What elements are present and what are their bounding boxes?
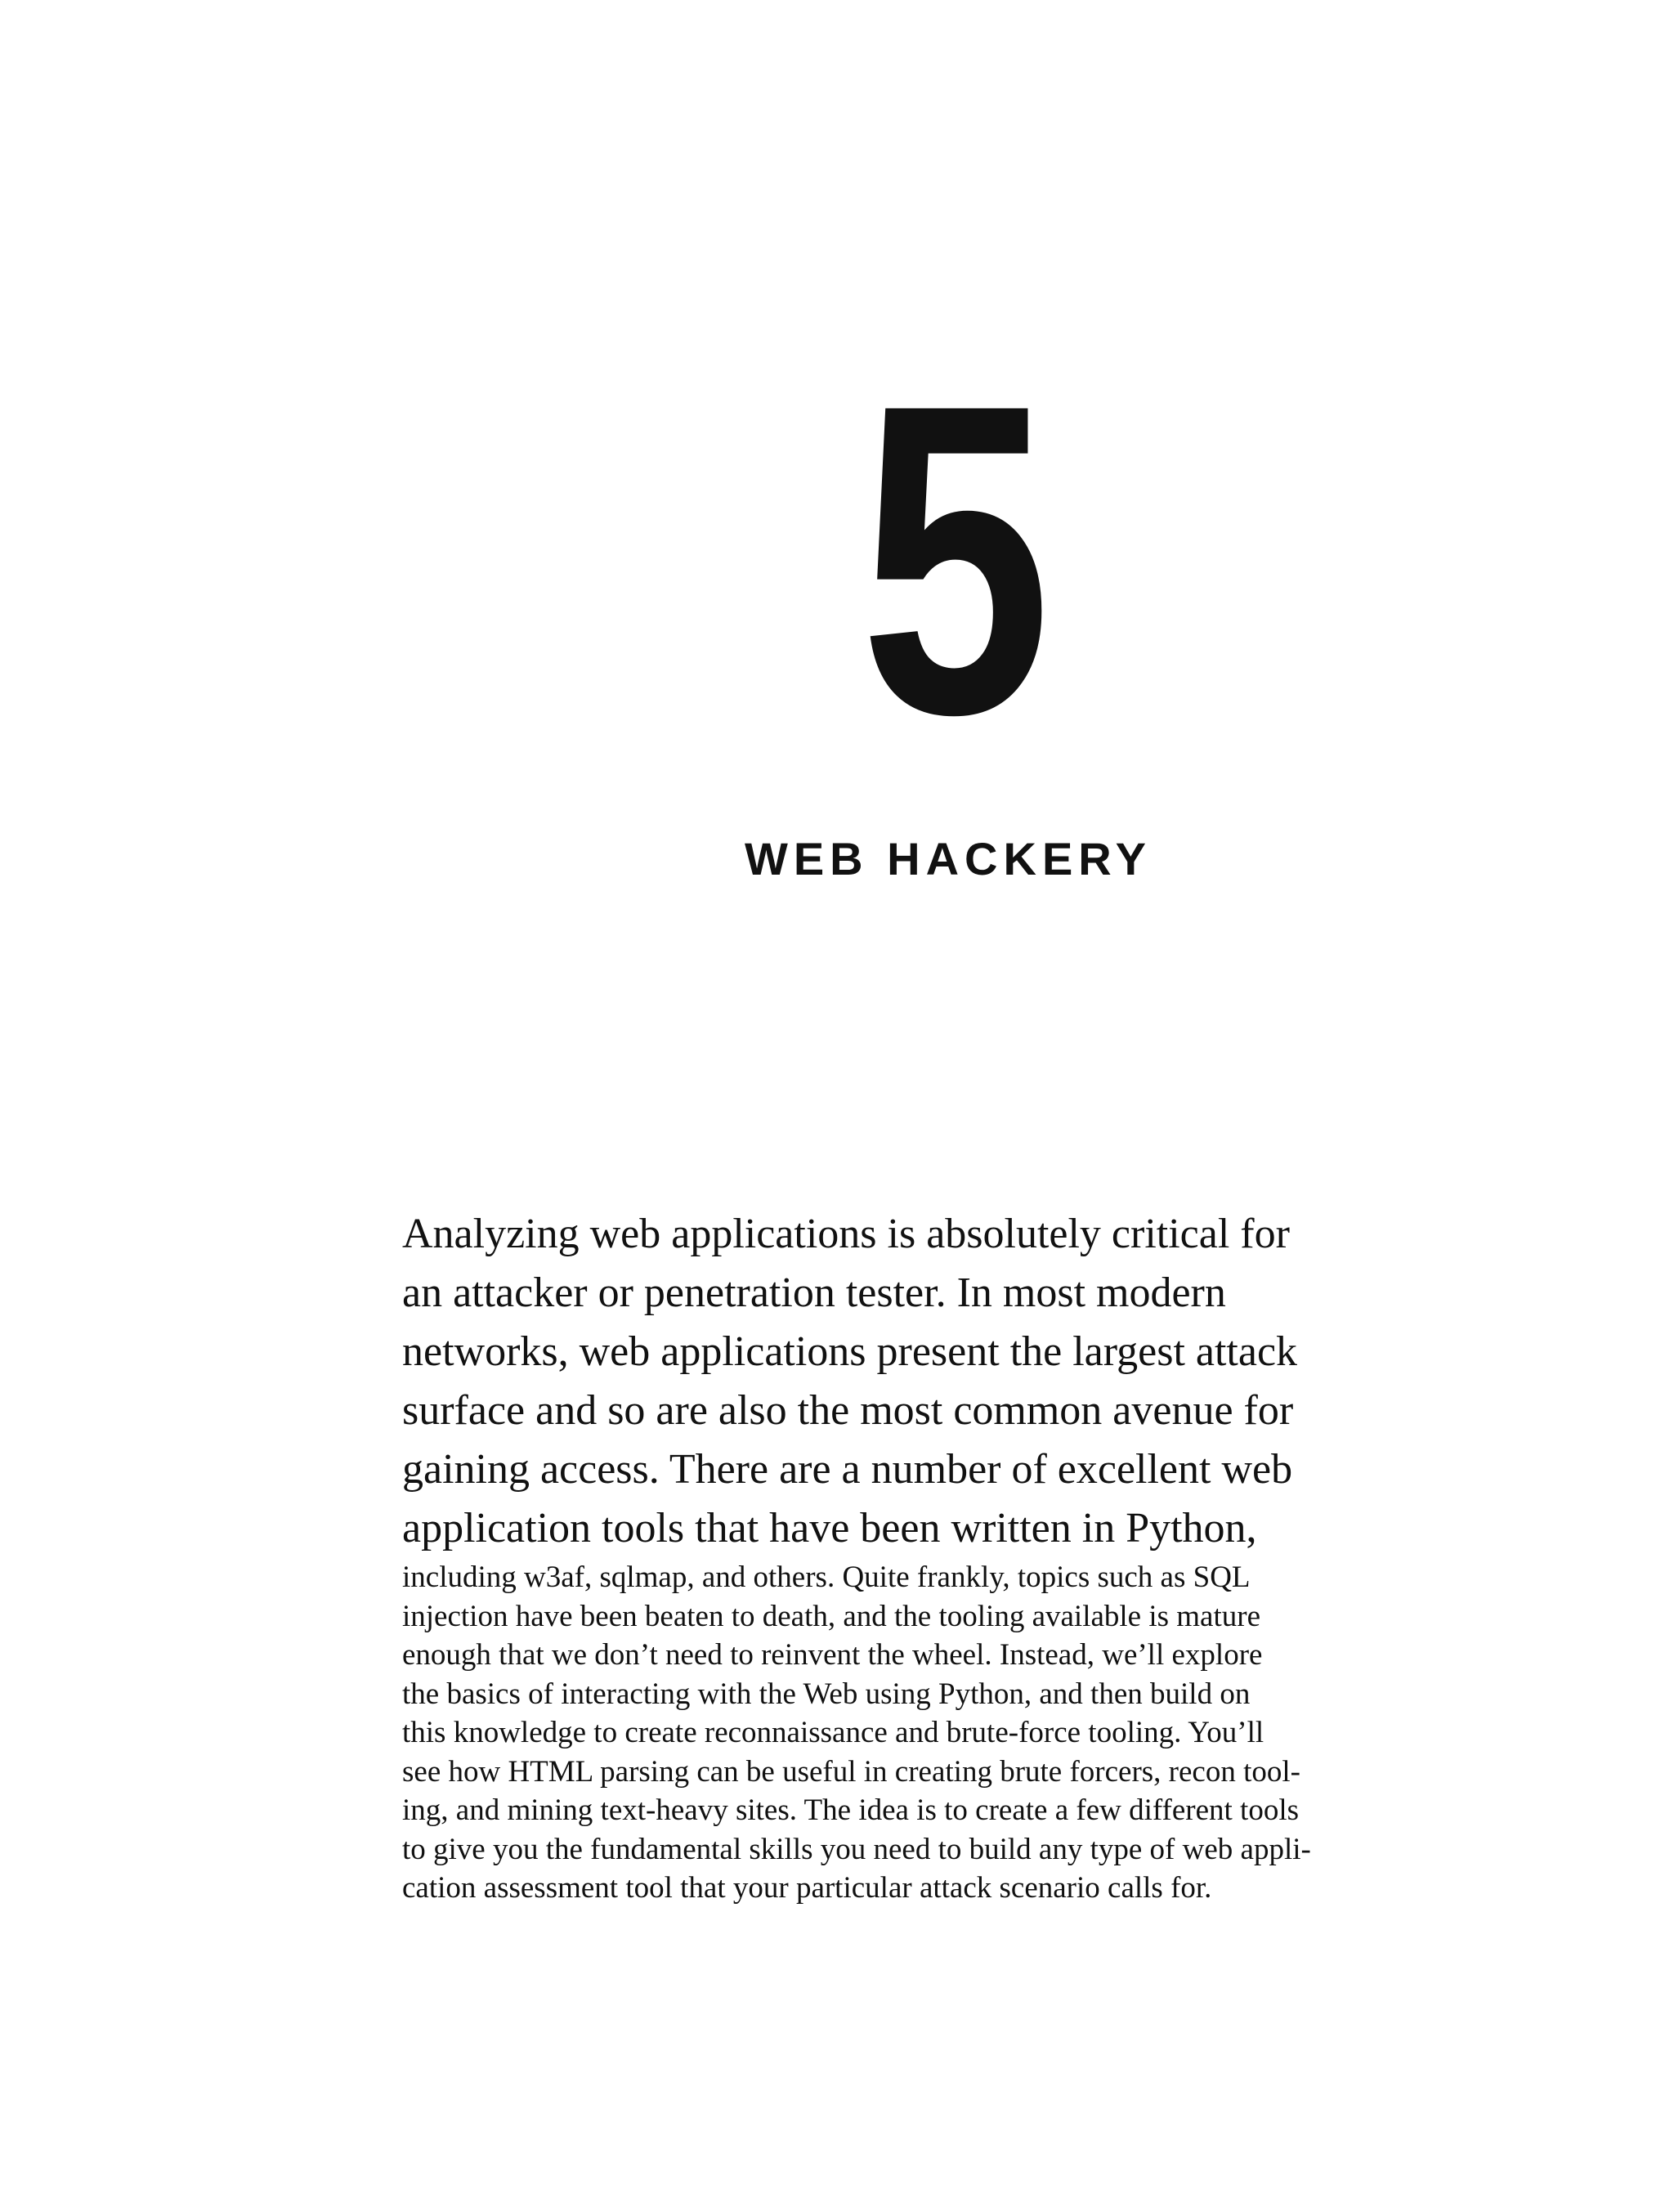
- intro-lead-line: networks, web applications present the largest attack: [402, 1328, 1298, 1375]
- chapter-number: 5: [859, 313, 1045, 806]
- intro-body-line: enough that we don’t need to reinvent the wheel. Instead, we’ll explore: [402, 1638, 1263, 1672]
- intro-lead-line: gaining access. There are a number of excellent web: [402, 1446, 1293, 1493]
- intro-lead-line: an attacker or penetration tester. In most modern: [402, 1269, 1226, 1316]
- chapter-title: WEB HACKERY: [744, 833, 1153, 884]
- intro-lead-line: surface and so are also the most common avenue for: [402, 1387, 1294, 1434]
- intro-body-line: this knowledge to create reconnaissance and brute-force tooling. You’ll: [402, 1716, 1264, 1749]
- intro-body-line: including w3af, sqlmap, and others. Quite frankly, topics such as SQL: [402, 1560, 1251, 1594]
- intro-body-line: to give you the fundamental skills you need to build any type of web appli-: [402, 1832, 1311, 1866]
- intro-body-line: injection have been beaten to death, and the tooling available is mature: [402, 1599, 1261, 1633]
- intro-lead-line: application tools that have been written in Python,: [402, 1505, 1257, 1552]
- intro-body-line: cation assessment tool that your particular attack scenario calls for.: [402, 1871, 1212, 1905]
- intro-paragraph: [402, 1205, 1457, 1908]
- intro-body-line: the basics of interacting with the Web using Python, and then build on: [402, 1677, 1251, 1711]
- intro-body-line: see how HTML parsing can be useful in creating brute forcers, recon tool-: [402, 1754, 1300, 1789]
- intro-body-line: ing, and mining text-heavy sites. The idea is to create a few different tools: [402, 1793, 1299, 1827]
- intro-lead-line: Analyzing web applications is absolutely critical for: [402, 1211, 1290, 1257]
